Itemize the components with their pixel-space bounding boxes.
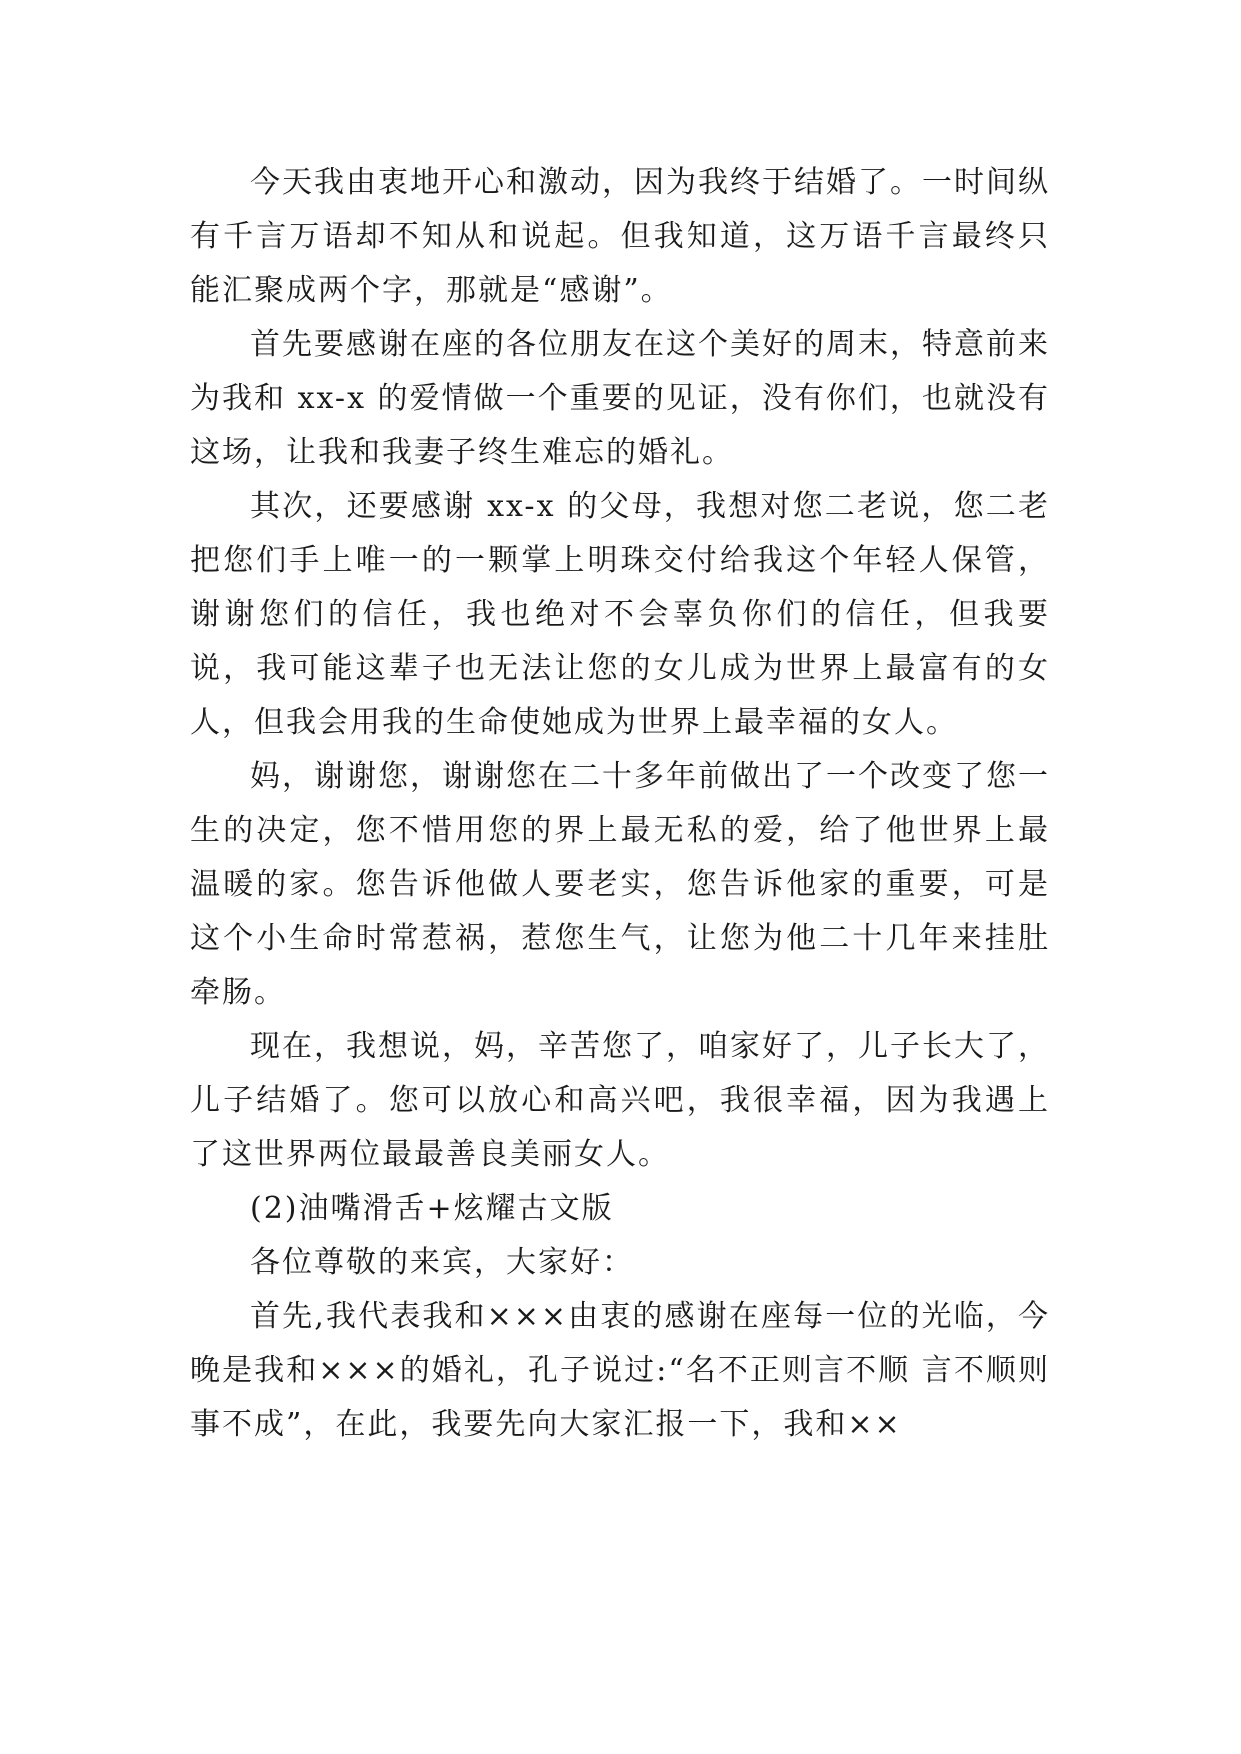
paragraph-confucius-quote: 首先,我代表我和×××由衷的感谢在座每一位的光临，今晚是我和×××的婚礼，孔子说过:“名不正则言不顺 言不顺则事不成”，在此，我要先向大家汇报一下，我和×× [190,1299,1050,1442]
paragraph-opening-thanks: 今天我由衷地开心和激动，因为我终于结婚了。一时间纵有千言万语却不知从和说起。但我知道，这万语千言最终只能汇聚成两个字，那就是“感谢”。 [190,165,1050,308]
paragraph-thanks-in-laws: 其次，还要感谢 xx-x 的父母，我想对您二老说，您二老把您们手上唯一的一颗掌上明珠交付给我这个年轻人保管，谢谢您们的信任，我也绝对不会辜负你们的信任，但我要说，我可能这辈子也无法让您的女儿成为世界上最富有的女人，但我会用我的生命使她成为世界上最幸福的女人。 [190,489,1050,740]
document-page [190,156,1050,1452]
paragraph-thanks-mother: 妈，谢谢您，谢谢您在二十多年前做出了一个改变了您一生的决定，您不惜用您的界上最无私的爱，给了他世界上最温暖的家。您告诉他做人要老实，您告诉他家的重要，可是这个小生命时常惹祸，惹您生气，让您为他二十几年来挂肚牵肠。 [190,759,1050,1010]
paragraph-greeting: 各位尊敬的来宾，大家好： [250,1245,634,1280]
paragraph-closing-mother: 现在，我想说，妈，辛苦您了，咱家好了，儿子长大了，儿子结婚了。您可以放心和高兴吧，我很幸福，因为我遇上了这世界两位最最善良美丽女人。 [190,1029,1050,1172]
section-heading-version-2: (2)油嘴滑舌+炫耀古文版 [250,1191,614,1226]
paragraph-thanks-friends: 首先要感谢在座的各位朋友在这个美好的周末，特意前来为我和 xx-x 的爱情做一个重要的见证，没有你们，也就没有这场，让我和我妻子终生难忘的婚礼。 [190,327,1050,470]
